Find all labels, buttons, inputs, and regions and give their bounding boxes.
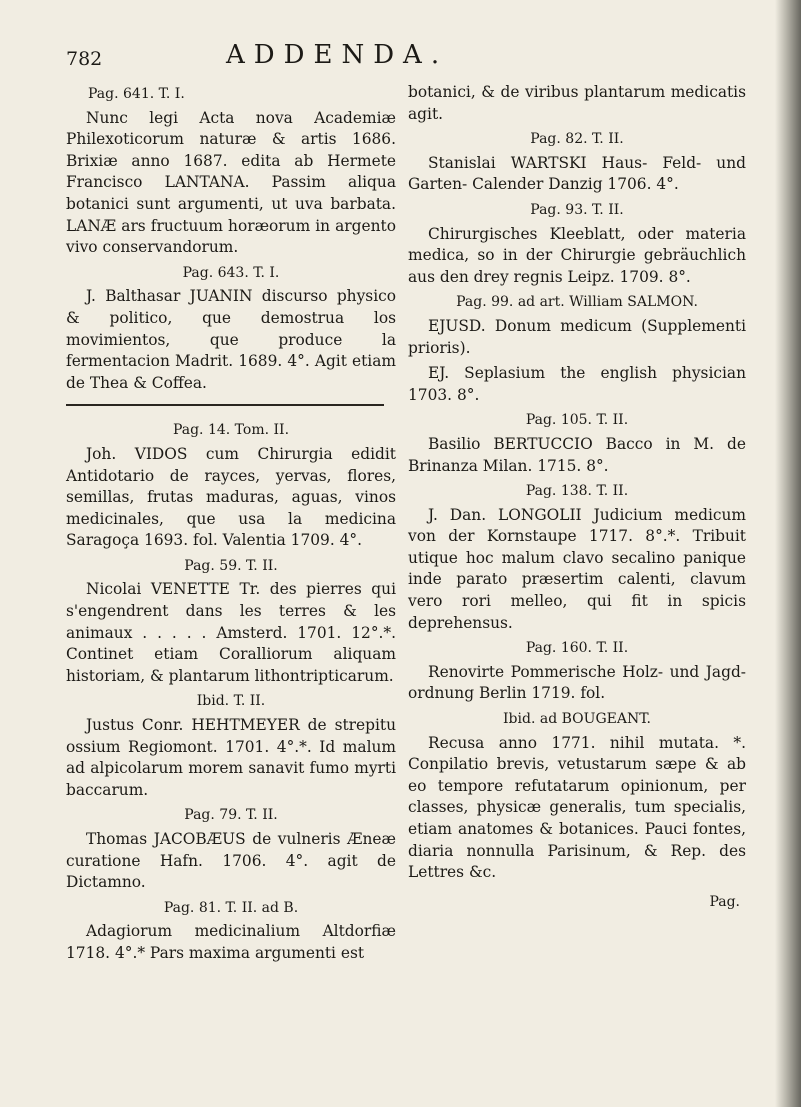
entry-text: Chirurgisches Kleeblatt, oder materia medica, so in der Chirurgie gebräuchlich aus den drey regnis Leipz. 1709. 8°. [408,224,746,286]
bibliography-entry [66,805,396,893]
bibliography-entry [408,481,746,634]
page-edge-shadow [775,0,801,1107]
bibliography-entry [408,82,746,125]
running-head: ADDENDA. [226,40,449,70]
bibliography-entry [66,263,396,395]
entry-text: Stanislai WARTSKI Haus- Feld- und Garten- Calender Danzig 1706. 4°. [408,153,746,194]
entry-text: Nunc legi Acta nova Academiæ Philexoticorum naturæ & artis 1686. Brixiæ anno 1687. edita ab Hermete Francisco LANTANA. Passim aliqua botanici sunt argumenti, ut uva barbata. LANÆ ars fructuum horæorum in argento vivo conservandorum. [66,108,396,257]
left-column [66,82,396,969]
bibliography-entry [66,420,396,552]
entry-text: EJUSD. Donum medicum (Supplementi prioris). [408,316,746,357]
bibliography-entry [408,200,746,288]
entry-reference: Pag. 138. T. II. [525,483,629,500]
bibliography-entry [66,691,396,801]
entry-text: J. Dan. LONGOLII Judicium medicum von der Kornstaupe 1717. 8°.*. Tribuit utique hoc malum clavo secalino panique inde parato præsertim calenti, clavum vero rori melleo, qui fit in spicis deprehensus. [408,505,746,632]
entry-reference: Ibid. ad BOUGEANT. [503,711,651,728]
entry-text: Justus Conr. HEHTMEYER de strepitu ossium Regiomont. 1701. 4°.*. Id malum ad alpicolarum morem sanavit fumo myrti baccarum. [66,716,396,799]
entry-text: Recusa anno 1771. nihil mutata. *. Conpilatio brevis, vetustarum sæpe & ab eo tempore refutatarum opinionum, per classes, physicæ generalis, tum specialis, etiam anatomes & botanices. Pauci fontes, diaria nonnulla Parisinum, & Rep. des Lettres &c. [408,733,746,882]
entry-text: Adagiorum medicinalium Altdorfiæ 1718. 4°.* Pars maxima argumenti est [66,922,396,962]
bibliography-entry [408,129,746,196]
catchword: Pag. [709,893,740,910]
entry-text: Nicolai VENETTE Tr. des pierres qui s'engendrent dans les terres & les animaux . . . . . Amsterd. 1701. 12°.*. Continet etiam Coralliorum aliquam historiam, & plantarum lithontripticarum. [66,580,396,685]
entry-reference: Pag. 643. T. I. [182,264,280,281]
entry-reference: Pag. 81. T. II. ad B. [163,899,299,916]
entry-text: Renovirte Pommerische Holz- und Jagd-ordnung Berlin 1719. fol. [408,662,746,703]
entry-reference: Pag. 59. T. II. [184,557,278,574]
entry-text: Basilio BERTUCCIO Bacco in M. de Brinanza Milan. 1715. 8°. [408,434,746,475]
page-number: 782 [66,48,103,70]
entry-text: botanici, & de viribus plantarum medicatis agit. [408,83,746,123]
bibliography-entry [408,410,746,477]
bibliography-entry [408,709,746,884]
entry-text: Thomas JACOBÆUS de vulneris Æneæ curatione Hafn. 1706. 4°. agit de Dictamno. [66,830,396,892]
entry-reference: Pag. 105. T. II. [525,412,629,429]
bibliography-entry [66,556,396,688]
entry-text: J. Balthasar JUANIN discurso physico & politico, que demostrua los movimientos, que produce la fermentacion Madrit. 1689. 4°. Agit etiam de Thea & Coffea. [66,287,396,392]
entry-reference: Pag. 79. T. II. [184,807,278,824]
entry-text: Joh. VIDOS cum Chirurgia edidit Antidotario de rayces, yervas, flores, semillas, frutas maduras, aguas, vinos medicinales, que usa la medicina Saragoça 1693. fol. Valentia 1709. 4°. [66,444,396,550]
bibliography-entry [66,898,396,965]
bibliography-entry [66,84,396,259]
entry-reference: Pag. 82. T. II. [530,131,624,148]
entry-reference: Pag. 14. Tom. II. [172,422,290,439]
entry-text: EJ. Seplasium the english physician 1703. 8°. [408,364,746,404]
entry-reference: Ibid. T. II. [196,693,266,710]
bibliography-entry [408,292,746,359]
bibliography-entry [408,363,746,406]
entry-reference: Pag. 93. T. II. [530,201,624,218]
page-header [0,40,801,76]
section-divider [66,404,384,406]
right-column [408,82,746,913]
bibliography-entry [408,638,746,705]
entry-reference: Pag. 641. T. I. [88,86,185,102]
entry-reference: Pag. 160. T. II. [525,640,629,657]
entry-reference: Pag. 99. ad art. William SALMON. [456,294,698,311]
